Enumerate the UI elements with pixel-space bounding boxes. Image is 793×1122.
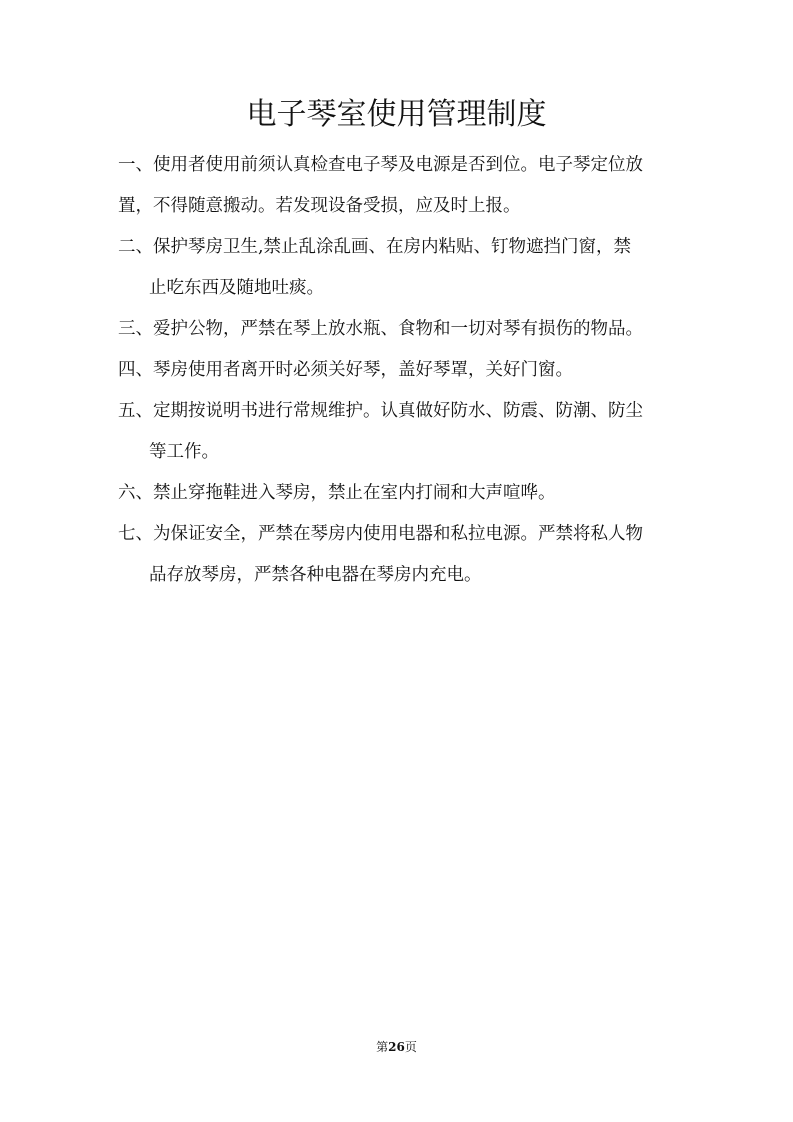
page-title: 电子琴室使用管理制度 (246, 97, 547, 132)
rule-item-2 (118, 227, 683, 309)
rule-4-line-1: 四、琴房使用者离开时必须关好琴，盖好琴罩，关好门窗。 (118, 360, 573, 380)
rule-item-4 (118, 350, 683, 391)
rule-2-line-1: 二、保护琴房卫生,禁止乱涂乱画、在房内粘贴、钉物遮挡门窗，禁 (118, 237, 632, 257)
page-number-suffix: 页 (404, 1040, 417, 1054)
rule-7-line-2: 品存放琴房，严禁各种电器在琴房内充电。 (149, 565, 482, 585)
rule-3-line-1: 三、爱护公物，严禁在琴上放水瓶、食物和一切对琴有损伤的物品。 (118, 319, 643, 339)
rule-item-7 (118, 514, 683, 596)
rule-item-6 (118, 473, 683, 514)
rule-item-5 (118, 391, 683, 473)
rules-list (118, 145, 683, 596)
rule-5-line-2: 等工作。 (149, 442, 219, 462)
rule-7-line-1: 七、为保证安全，严禁在琴房内使用电器和私拉电源。严禁将私人物 (118, 524, 643, 544)
rule-1-line-2: 置，不得随意搬动。若发现设备受损，应及时上报。 (118, 196, 521, 216)
page-number-value: 26 (388, 1040, 405, 1054)
page-number (0, 1039, 793, 1055)
rule-2-line-2: 止吃东西及随地吐痰。 (149, 278, 324, 298)
rule-6-line-1: 六、禁止穿拖鞋进入琴房，禁止在室内打闹和大声喧哗。 (118, 483, 556, 503)
rule-1-line-1: 一、使用者使用前须认真检查电子琴及电源是否到位。电子琴定位放 (118, 155, 643, 175)
rule-5-line-1: 五、定期按说明书进行常规维护。认真做好防水、防震、防潮、防尘 (118, 401, 643, 421)
rule-item-1 (118, 145, 683, 227)
rule-item-3 (118, 309, 683, 350)
page-number-prefix: 第 (376, 1040, 389, 1054)
